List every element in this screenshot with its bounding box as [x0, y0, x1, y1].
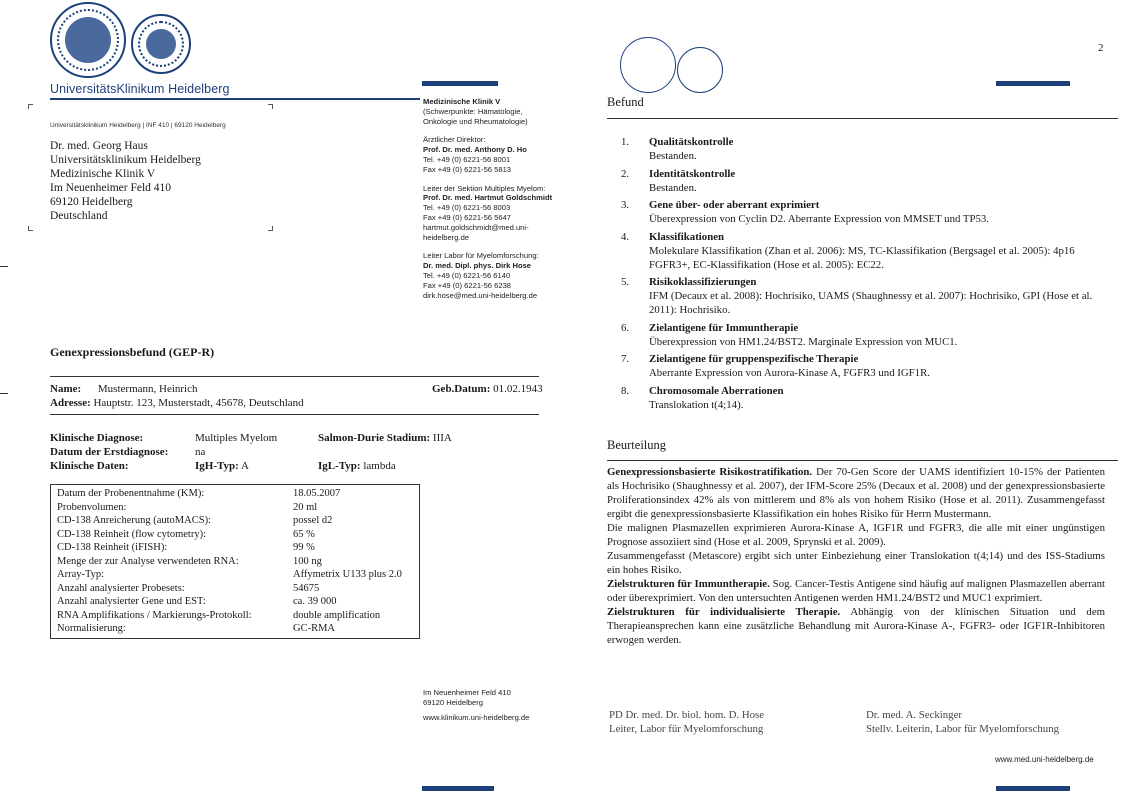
stage-row	[318, 432, 452, 444]
assessment-paragraph	[607, 605, 1105, 647]
signature-role: Leiter, Labor für Myelomforschung	[609, 723, 764, 735]
labor-email[interactable]: dirk.hose@med.uni-heidelberg.de	[423, 290, 538, 300]
igh-value: A	[240, 460, 249, 472]
recipient-address	[50, 139, 201, 223]
myelom-email[interactable]: hartmut.goldschmidt@med.uni-	[423, 222, 529, 232]
clinic-seal-logo	[131, 14, 191, 74]
signature-seckinger	[866, 708, 1059, 736]
table-value: 54675	[293, 582, 320, 594]
finding-number: 7.	[621, 353, 630, 365]
finding-text: IFM (Decaux et al. 2008): Hochrisiko, UAMS (Shaughnessy et al. 2007): Hochrisiko, GPI (Hose et al. 2011): Hochrisiko.	[649, 290, 1093, 316]
clinical-diagnosis-value: Multiples Myelom	[195, 432, 278, 444]
brand-bar-top	[422, 81, 498, 86]
director-fax: Fax +49 (0) 6221-56 5813	[423, 164, 512, 174]
report-page-2	[570, 0, 1140, 791]
labor-phone: Tel. +49 (0) 6221-56 6140	[423, 270, 511, 280]
window-corner-bl	[28, 226, 33, 231]
clinical-data-row	[50, 460, 129, 472]
table-key: Array-Typ:	[57, 569, 105, 580]
first-diagnosis-value: na	[195, 446, 206, 458]
list-item	[621, 275, 1105, 317]
finding-number: 8.	[621, 384, 630, 397]
assessment-paragraph	[607, 577, 1105, 605]
divider	[607, 460, 1118, 461]
table-row	[51, 622, 419, 636]
finding-number: 2.	[621, 167, 630, 180]
window-corner-br	[268, 226, 273, 231]
assessment-heading: Genexpressionsbasierte Risikostratifikation.	[607, 466, 813, 478]
sample-table	[50, 484, 420, 639]
befund-heading: Befund	[607, 95, 644, 109]
address-footer	[423, 688, 529, 722]
finding-text: Überexpression von HM1.24/BST2. Marginale Expression von MUC1.	[649, 335, 958, 348]
igl-row	[318, 460, 396, 472]
recipient-line: Universitätsklinikum Heidelberg	[50, 154, 201, 166]
table-value: double amplification	[293, 609, 381, 621]
beurteilung-heading: Beurteilung	[607, 438, 667, 452]
assessment-body: Der 70-Gen Score der UAMS identifiziert 10-15% der Patienten als Hochrisiko (Shaughnessy et al. 2007), der IFM-Score 25% (Decaux et al. 2008) und der genexpressionsbasierte Proliferationsindex 42% als von mittlerem und 8% als von hohem Risiko (Hose et al. 2011). Zusammengefasst ergibt die genexpressionsbasierte Klassifikation ein hohes Risiko für Herrn Mustermann.	[607, 466, 1105, 520]
igl-value: lambda	[363, 460, 396, 472]
recipient-line: Medizinische Klinik V	[50, 168, 156, 180]
director-name: Prof. Dr. med. Anthony D. Ho	[423, 145, 527, 155]
logo-outline-circle	[620, 37, 676, 93]
patient-address-row	[50, 397, 304, 409]
table-value: ca. 39 000	[293, 596, 337, 607]
table-value: possel d2	[293, 515, 333, 526]
igh-row	[195, 460, 249, 472]
director-block	[423, 135, 563, 174]
report-title: Genexpressionsbefund (GEP-R)	[50, 345, 215, 359]
table-key: Normalisierung:	[57, 623, 126, 634]
finding-text: Bestanden.	[649, 150, 697, 162]
table-row	[51, 487, 419, 501]
window-corner-tr	[268, 104, 273, 109]
finding-number: 6.	[621, 321, 630, 334]
finding-title: Zielantigene für Immuntherapie	[649, 321, 799, 334]
labor-block	[423, 251, 563, 300]
table-row	[51, 582, 419, 596]
table-key: RNA Amplifikations / Markierungs-Protokoll:	[57, 609, 252, 621]
myelom-section-block	[423, 184, 563, 243]
table-key: Anzahl analysierter Probesets:	[57, 582, 185, 594]
table-value: 18.05.2007	[293, 488, 341, 499]
clinical-diagnosis-row	[50, 432, 143, 444]
finding-text: Überexpression von Cyclin D2. Aberrante Expression von MMSET und TP53.	[649, 213, 989, 225]
table-key: CD-138 Reinheit (flow cytometry):	[57, 528, 207, 540]
finding-text: Bestanden.	[649, 181, 697, 194]
signature-role: Stellv. Leiterin, Labor für Myelomforschung	[866, 723, 1059, 735]
table-key: Datum der Probenentnahme (KM):	[57, 488, 205, 499]
list-item	[621, 230, 1105, 272]
table-value: Affymetrix U133 plus 2.0	[293, 569, 402, 580]
finding-title: Identitätskontrolle	[649, 167, 736, 180]
igl-label: IgL-Typ:	[318, 460, 361, 472]
brand-bar-bottom	[422, 786, 494, 791]
table-value: 20 ml	[293, 501, 318, 513]
patient-name-value: Mustermann, Heinrich	[97, 383, 198, 395]
finding-text: Molekulare Klassifikation (Zhan et al. 2006): MS, TC-Klassifikation (Bergsagel et al. 2005): 4p16 FGFR3+, EC-Klassifikation (Hose et al. 2005): EC22.	[649, 244, 1075, 271]
assessment-paragraph: Die malignen Plasmazellen exprimieren Aurora-Kinase A, IGF1R und FGFR3, die alle mit einer ungünstigen Prognose assoziiert sind (Hose et al. 2009, Sprynski et al. 2009).	[607, 522, 1105, 548]
stage-value: IIIA	[432, 432, 452, 444]
myelom-name: Prof. Dr. med. Hartmut Goldschmidt	[423, 193, 553, 203]
stage-label: Salmon-Durie Stadium:	[318, 432, 431, 444]
clinical-diagnosis-label: Klinische Diagnose:	[50, 432, 144, 444]
myelom-fax: Fax +49 (0) 6221-56 5647	[423, 212, 512, 222]
clinical-data-label: Klinische Daten:	[50, 460, 129, 472]
finding-text: Translokation t(4;14).	[649, 398, 744, 411]
sender-line: Universitätsklinikum Heidelberg | INF 410 | 69120 Heidelberg	[50, 122, 226, 129]
divider	[607, 118, 1118, 119]
assessment-text	[607, 465, 1105, 647]
labor-fax: Fax +49 (0) 6221-56 6238	[423, 280, 512, 290]
patient-name-row	[50, 383, 198, 395]
recipient-line: Im Neuenheimer Feld 410	[50, 182, 172, 194]
finding-number: 5.	[621, 276, 630, 288]
director-role: Ärztlicher Direktor:	[423, 135, 486, 145]
table-value: GC-RMA	[293, 623, 336, 634]
first-diagnosis-row	[50, 446, 168, 458]
footer-website-link[interactable]: www.klinikum.uni-heidelberg.de	[423, 712, 530, 722]
footer-website-link[interactable]: www.med.uni-heidelberg.de	[995, 755, 1094, 764]
finding-number: 1.	[621, 136, 630, 148]
assessment-body: Sog. Cancer-Testis Antigene sind häufig auf malignen Plasmazellen aberrant oder überexprimiert. Von den untersuchten Antigenen werden HM1.24/BST2 und MUC1 exprimiert.	[607, 578, 1105, 604]
divider	[50, 376, 539, 377]
footer-street: Im Neuenheimer Feld 410	[423, 688, 511, 697]
table-key: Probenvolumen:	[57, 501, 127, 513]
signature-hose	[609, 708, 764, 736]
divider	[50, 414, 539, 415]
page-number: 2	[1098, 42, 1104, 54]
assessment-body: Abhängig von der klinischen Situation und dem Therapieansprechen kann eine zusätzliche Behandlung mit Aurora-Kinase A-, FGFR3- oder IGF1R-Inhibitoren erwogen werden.	[607, 606, 1106, 646]
table-row	[51, 555, 419, 569]
patient-name-label: Name:	[50, 383, 82, 395]
finding-number: 4.	[621, 230, 630, 243]
myelom-phone: Tel. +49 (0) 6221-56 8003	[423, 203, 511, 213]
table-row	[51, 609, 419, 623]
table-key: CD-138 Anreicherung (autoMACS):	[57, 515, 211, 526]
department-line: Onkologie und Rheumatologie)	[423, 116, 528, 126]
list-item	[621, 198, 1105, 226]
finding-title: Qualitätskontrolle	[649, 136, 734, 148]
findings-list	[621, 135, 1105, 415]
recipient-line: Deutschland	[50, 210, 108, 222]
assessment-heading: Zielstrukturen für individualisierte Therapie.	[607, 606, 841, 618]
table-key: CD-138 Reinheit (iFISH):	[57, 542, 168, 553]
letterhead-sidebar	[423, 97, 563, 309]
recipient-line: Dr. med. Georg Haus	[50, 140, 148, 152]
fold-mark	[0, 393, 8, 394]
table-row	[51, 501, 419, 515]
finding-title: Chromosomale Aberrationen	[649, 384, 784, 397]
list-item	[621, 384, 1105, 412]
finding-text: Aberrante Expression von Aurora-Kinase A, FGFR3 und IGF1R.	[649, 367, 930, 379]
clinic-logo-text: UniversitätsKlinikum Heidelberg	[50, 82, 230, 96]
finding-title: Klassifikationen	[649, 230, 724, 243]
labor-role: Leiter Labor für Myelomforschung:	[423, 251, 539, 261]
patient-address-label: Adresse:	[50, 397, 91, 409]
table-key: Anzahl analysierter Gene und EST:	[57, 596, 206, 607]
patient-address-value: Hauptstr. 123, Musterstadt, 45678, Deutschland	[93, 397, 304, 409]
myelom-email-cont[interactable]: heidelberg.de	[423, 232, 470, 242]
footer-city: 69120 Heidelberg	[423, 697, 483, 707]
department-name: Medizinische Klinik V	[423, 97, 501, 106]
window-corner-tl	[28, 104, 33, 109]
logo-rule	[50, 98, 420, 100]
list-item	[621, 135, 1105, 163]
first-diagnosis-label: Datum der Erstdiagnose:	[50, 446, 169, 458]
department-line: (Schwerpunkte: Hämatologie,	[423, 106, 523, 116]
table-row	[51, 528, 419, 542]
list-item	[621, 167, 1105, 195]
director-phone: Tel. +49 (0) 6221-56 8001	[423, 154, 511, 164]
recipient-line: 69120 Heidelberg	[50, 196, 133, 208]
table-value: 100 ng	[293, 555, 322, 567]
patient-dob-label: Geb.Datum:	[432, 383, 491, 395]
finding-title: Gene über- oder aberrant exprimiert	[649, 199, 820, 211]
signature-name: Dr. med. A. Seckinger	[866, 709, 962, 721]
table-row	[51, 595, 419, 609]
table-row	[51, 568, 419, 582]
list-item	[621, 321, 1105, 349]
department-block	[423, 97, 563, 126]
patient-dob-row	[432, 383, 543, 395]
table-value: 99 %	[293, 542, 315, 553]
myelom-role: Leiter der Sektion Multiples Myelom:	[423, 183, 546, 193]
logo-outline-circle	[677, 47, 723, 93]
finding-title: Risikoklassifizierungen	[649, 276, 757, 288]
assessment-heading: Zielstrukturen für Immuntherapie.	[607, 578, 770, 590]
patient-dob-value: 01.02.1943	[493, 383, 543, 395]
fold-mark	[0, 266, 8, 267]
table-value: 65 %	[293, 528, 315, 540]
table-row	[51, 514, 419, 528]
igh-label: IgH-Typ:	[195, 460, 239, 472]
assessment-paragraph	[607, 465, 1105, 521]
brand-bar-top	[996, 81, 1070, 86]
signature-name: PD Dr. med. Dr. biol. hom. D. Hose	[609, 709, 765, 721]
assessment-paragraph: Zusammengefasst (Metascore) ergibt sich unter Einbeziehung einer Translokation t(4;14) und des ISS-Stadiums ein hohes Risiko.	[607, 550, 1105, 576]
university-seal-logo	[50, 2, 126, 78]
list-item	[621, 352, 1105, 380]
table-key: Menge der zur Analyse verwendeten RNA:	[57, 555, 239, 567]
finding-title: Zielantigene für gruppenspezifische Therapie	[649, 353, 859, 365]
finding-number: 3.	[621, 199, 630, 211]
table-row	[51, 541, 419, 555]
labor-name: Dr. med. Dipl. phys. Dirk Hose	[423, 261, 532, 271]
brand-bar-bottom	[996, 786, 1070, 791]
